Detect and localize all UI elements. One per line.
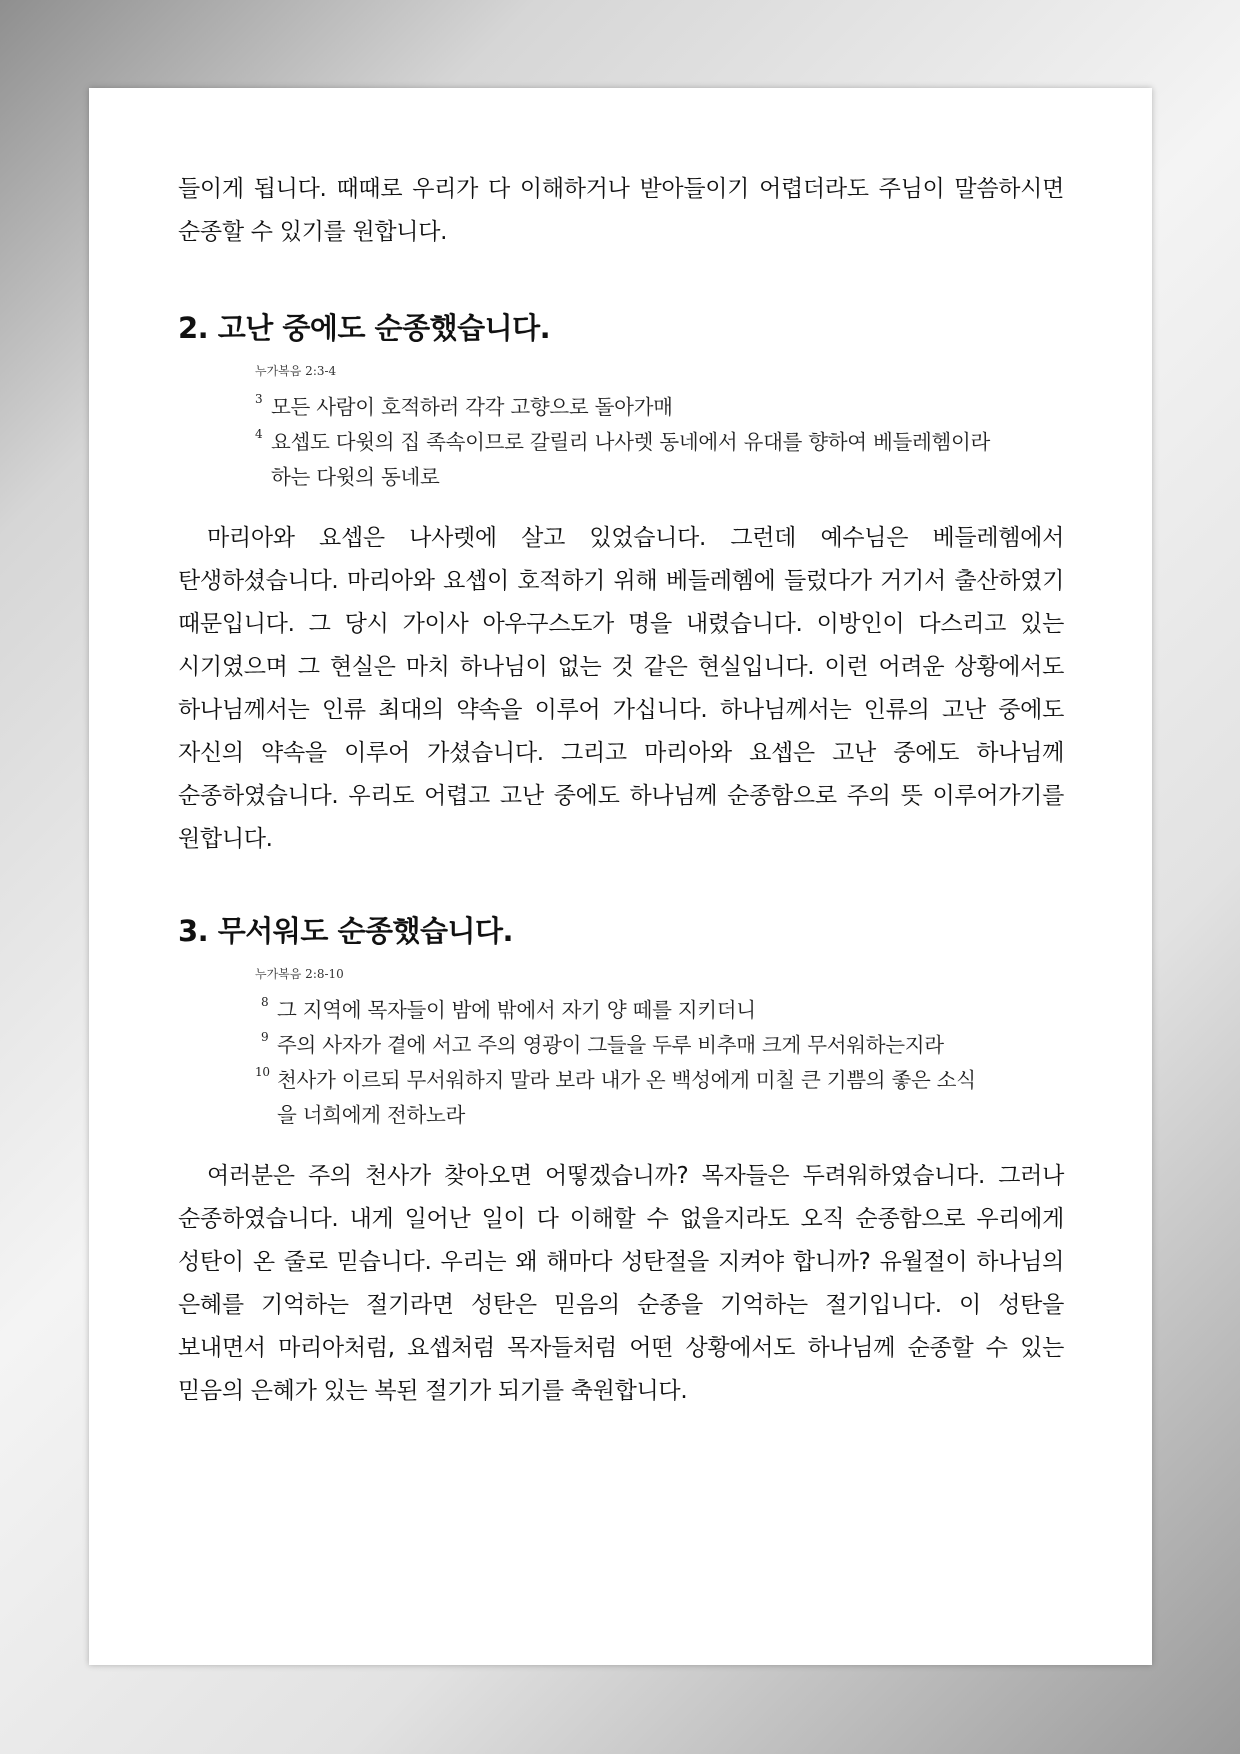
page-content bbox=[178, 168, 1064, 1413]
verse-number: 10 bbox=[255, 1065, 270, 1079]
section-2-paragraph: 마리아와 요셉은 나사렛에 살고 있었습니다. 그런데 예수님은 베들레헴에서 탄생하셨습니다. 마리아와 요셉이 호적하기 위해 베들레헴에 들렀다가 거기서 출산하였기 때문입니다. 그 당시 가이사 아우구스도가 명을 내렸습니다. 이방인이 다스리고 있는 시기였으며 그 현실은 마치 하나님이 없는 것 같은 현실입니다. 이런 어려운 상황에서도 하나님께서는 인류 최대의 약속을 이루어 가십니다. 하나님께서는 인류의 고난 중에도 자신의 약속을 이루어 가셨습니다. 그리고 마리아와 요셉은 고난 중에도 하나님께 순종하였습니다. 우리도 어렵고 고난 중에도 하나님께 순종함으로 주의 뜻 이루어가기를 원합니다. bbox=[178, 525, 1064, 852]
section-3-heading: 3. 무서워도 순종했습니다. bbox=[178, 914, 514, 948]
section-3-paragraph: 여러분은 주의 천사가 찾아오면 어떻겠습니까? 목자들은 두려워하였습니다. 그러나 순종하였습니다. 내게 일어난 일이 다 이해할 수 없을지라도 오직 순종함으로 우리에게 성탄이 온 줄로 믿습니다. 우리는 왜 해마다 성탄절을 지켜야 합니까? 유월절이 하나님의 은혜를 기억하는 절기라면 성탄은 믿음의 순종을 기억하는 절기입니다. 이 성탄을 보내면서 마리아처럼, 요셉처럼 목자들처럼 어떤 상황에서도 하나님께 순종할 수 있는 믿음의 은혜가 있는 복된 절기가 되기를 축원합니다. bbox=[178, 1163, 1064, 1404]
verse-number: 9 bbox=[261, 1030, 269, 1044]
section-2-heading: 2. 고난 중에도 순종했습니다. bbox=[178, 311, 551, 345]
intro-paragraph: 들이게 됩니다. 때때로 우리가 다 이해하거나 받아들이기 어렵더라도 주님이 말씀하시면 순종할 수 있기를 원합니다. bbox=[178, 176, 1064, 245]
verse-item bbox=[255, 1063, 995, 1133]
verse-text: 모든 사람이 호적하러 각각 고향으로 돌아가매 bbox=[271, 395, 673, 419]
verse-text: 요셉도 다윗의 집 족속이므로 갈릴리 나사렛 동네에서 유대를 향하여 베들레헴이라 하는 다윗의 동네로 bbox=[271, 430, 991, 489]
verse-number: 4 bbox=[255, 427, 263, 441]
section-2-scripture bbox=[255, 362, 995, 495]
verse-item bbox=[255, 425, 995, 495]
scripture-reference: 누가복음 2:3-4 bbox=[255, 364, 337, 378]
verse-item bbox=[255, 1028, 995, 1063]
verse-number: 3 bbox=[255, 392, 263, 406]
document-page bbox=[89, 88, 1152, 1665]
verse-text: 주의 사자가 곁에 서고 주의 영광이 그들을 두루 비추매 크게 무서워하는지라 bbox=[277, 1033, 944, 1057]
scripture-reference: 누가복음 2:8-10 bbox=[255, 967, 344, 981]
verse-number: 8 bbox=[261, 995, 269, 1009]
verse-item bbox=[255, 390, 995, 425]
verse-text: 그 지역에 목자들이 밤에 밖에서 자기 양 떼를 지키더니 bbox=[277, 998, 756, 1022]
section-3-scripture bbox=[255, 965, 995, 1133]
verse-text: 천사가 이르되 무서워하지 말라 보라 내가 온 백성에게 미칠 큰 기쁨의 좋은 소식을 너희에게 전하노라 bbox=[277, 1068, 976, 1127]
verse-item bbox=[255, 993, 995, 1028]
